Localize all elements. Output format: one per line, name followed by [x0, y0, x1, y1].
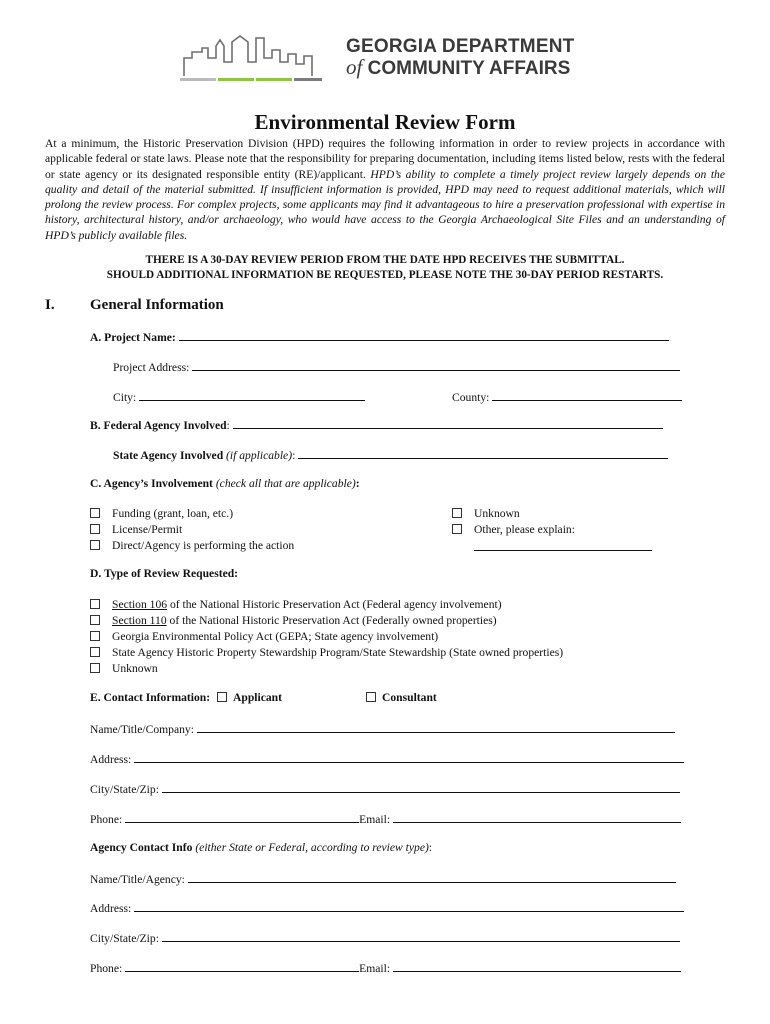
project-address-label: Project Address: [113, 361, 190, 374]
contact-heading: E. Contact Information: [90, 691, 211, 704]
notice-line1: THERE IS A 30-DAY REVIEW PERIOD FROM THE DATE HPD RECEIVES THE SUBMITTAL. [145, 254, 625, 266]
agency-email-label: Email: [359, 962, 391, 975]
contact-email-label: Email: [359, 813, 391, 826]
project-name-field[interactable] [179, 329, 669, 341]
state-agency-colon: : [292, 449, 296, 462]
applicant-checkbox[interactable] [217, 692, 227, 702]
dca-logo [180, 28, 600, 88]
contact-name-label: Name/Title/Company: [90, 723, 194, 736]
option-label: State Agency Historic Property Stewardship Program/State Stewardship (State owned properties) [112, 646, 564, 659]
agency-contact-heading: Agency Contact Info [90, 841, 193, 854]
contact-phone-row [90, 811, 681, 826]
agency-phone-row [90, 960, 681, 975]
agency-name-row [90, 871, 676, 886]
county-row [452, 389, 682, 404]
state-agency-row [113, 447, 668, 462]
intro-plain: At a minimum, the Historic Preservation Division (HPD) requires the following information in order to review projects in accordance with applicable federal or state laws. Please note that the responsibility for preparing documentation, including items listed below, rests with the federal or state agency or its designated responsible entity (RE)/applicant. [45, 137, 725, 181]
agency-email-field[interactable] [393, 960, 681, 972]
federal-agency-label: B. Federal Agency Involved [90, 419, 227, 432]
applicant-label: Applicant [233, 691, 282, 704]
option-label: Funding (grant, loan, etc.) [112, 507, 234, 520]
federal-agency-colon: : [226, 419, 230, 432]
contact-heading-row [90, 691, 282, 704]
contact-address-field[interactable] [134, 751, 684, 763]
agency-address-field[interactable] [134, 900, 684, 912]
checkbox[interactable] [90, 647, 100, 657]
project-address-field[interactable] [192, 359, 680, 371]
org-name-of: of [346, 55, 363, 79]
org-name-line1: GEORGIA DEPARTMENT [346, 36, 575, 57]
agency-name-field[interactable] [188, 871, 676, 883]
contact-city-label: City/State/Zip: [90, 783, 159, 796]
involvement-note: (check all that are applicable) [215, 477, 356, 490]
option-label: Direct/Agency is performing the action [112, 539, 295, 552]
consultant-checkbox[interactable] [366, 692, 376, 702]
checkbox[interactable] [452, 508, 462, 518]
consultant-option [362, 691, 437, 704]
contact-city-field[interactable] [162, 781, 680, 793]
contact-phone-label: Phone: [90, 813, 123, 826]
involvement-colon: : [355, 477, 360, 490]
project-name-row [90, 329, 669, 344]
option-label: Unknown [112, 662, 158, 675]
contact-address-row [90, 751, 684, 766]
agency-city-row [90, 930, 680, 945]
state-agency-label: State Agency Involved [113, 449, 224, 462]
option-label: of the National Historic Preservation Act (Federal agency involvement) [167, 598, 502, 611]
option-label: Other, please explain: [474, 523, 575, 536]
section110-link[interactable]: Section 110 [112, 614, 167, 627]
agency-city-field[interactable] [162, 930, 680, 942]
involvement-heading-row [90, 477, 360, 490]
county-label: County: [452, 391, 490, 404]
section106-link[interactable]: Section 106 [112, 598, 168, 611]
contact-name-field[interactable] [197, 721, 675, 733]
county-field[interactable] [492, 389, 682, 401]
federal-agency-row [90, 417, 663, 432]
contact-name-row [90, 721, 675, 736]
federal-agency-field[interactable] [233, 417, 663, 429]
checkbox[interactable] [90, 663, 100, 673]
agency-phone-field[interactable] [125, 960, 359, 972]
checkbox[interactable] [90, 615, 100, 625]
intro-paragraph [45, 136, 725, 243]
review-notice [0, 253, 770, 284]
city-row [113, 389, 365, 404]
checkbox[interactable] [90, 508, 100, 518]
agency-name-label: Name/Title/Agency: [90, 873, 185, 886]
involvement-option-license [90, 523, 182, 536]
involvement-heading: C. Agency’s Involvement [90, 477, 213, 490]
agency-phone-label: Phone: [90, 962, 123, 975]
other-explain-row [474, 539, 652, 554]
org-name-line2: COMMUNITY AFFAIRS [367, 58, 571, 79]
involvement-option-other [452, 523, 575, 536]
other-explain-field[interactable] [474, 539, 652, 551]
project-address-row [113, 359, 680, 374]
form-title: Environmental Review Form [254, 110, 516, 134]
involvement-option-unknown [452, 507, 520, 520]
notice-line2: SHOULD ADDITIONAL INFORMATION BE REQUESTED, PLEASE NOTE THE 30-DAY PERIOD RESTARTS. [106, 269, 664, 282]
review-option-stewardship [90, 646, 563, 659]
skyline-icon [180, 28, 340, 88]
checkbox[interactable] [452, 524, 462, 534]
option-label: of the National Historic Preservation Act (Federally owned properties) [166, 614, 497, 627]
project-name-label: A. Project Name: [90, 331, 176, 344]
review-option-section110 [90, 614, 497, 627]
review-option-unknown [90, 662, 158, 675]
consultant-label: Consultant [382, 691, 437, 704]
review-type-heading: D. Type of Review Requested: [90, 567, 239, 580]
checkbox[interactable] [90, 524, 100, 534]
review-option-gepa [90, 630, 438, 643]
involvement-option-direct [90, 539, 294, 552]
option-label: License/Permit [112, 523, 183, 536]
agency-city-label: City/State/Zip: [90, 932, 159, 945]
option-label: Unknown [474, 507, 520, 520]
involvement-option-funding [90, 507, 233, 520]
review-option-section106 [90, 598, 502, 611]
agency-address-row [90, 900, 684, 915]
city-label: City: [113, 391, 137, 404]
contact-city-row [90, 781, 680, 796]
city-field[interactable] [139, 389, 365, 401]
state-agency-note: (if applicable) [226, 449, 293, 462]
state-agency-field[interactable] [298, 447, 668, 459]
section-number: I. [45, 297, 55, 313]
contact-email-field[interactable] [393, 811, 681, 823]
contact-address-label: Address: [90, 753, 132, 766]
checkbox[interactable] [90, 599, 100, 609]
agency-contact-heading-row [90, 841, 432, 854]
section-title: General Information [90, 297, 224, 313]
checkbox[interactable] [90, 540, 100, 550]
contact-phone-field[interactable] [125, 811, 359, 823]
agency-contact-colon: : [428, 841, 433, 854]
agency-contact-note: (either State or Federal, according to review type) [195, 841, 429, 854]
intro-italic: HPD’s ability to complete a timely project review largely depends on the quality and detail of the material submitted. If insufficient information is provided, HPD may need to request additional materials, which will prolong the review process. For complex projects, some applicants may find it advantageous to hire a preservation professional with expertise in history, architectural history, and/or archaeology, who would have access to the Georgia Archaeological Site Files and an understanding of HPD’s publicly available files. [45, 167, 726, 242]
review-type-heading-row [90, 567, 238, 580]
option-label: Georgia Environmental Policy Act (GEPA; State agency involvement) [112, 630, 439, 643]
checkbox[interactable] [90, 631, 100, 641]
agency-address-label: Address: [90, 902, 132, 915]
